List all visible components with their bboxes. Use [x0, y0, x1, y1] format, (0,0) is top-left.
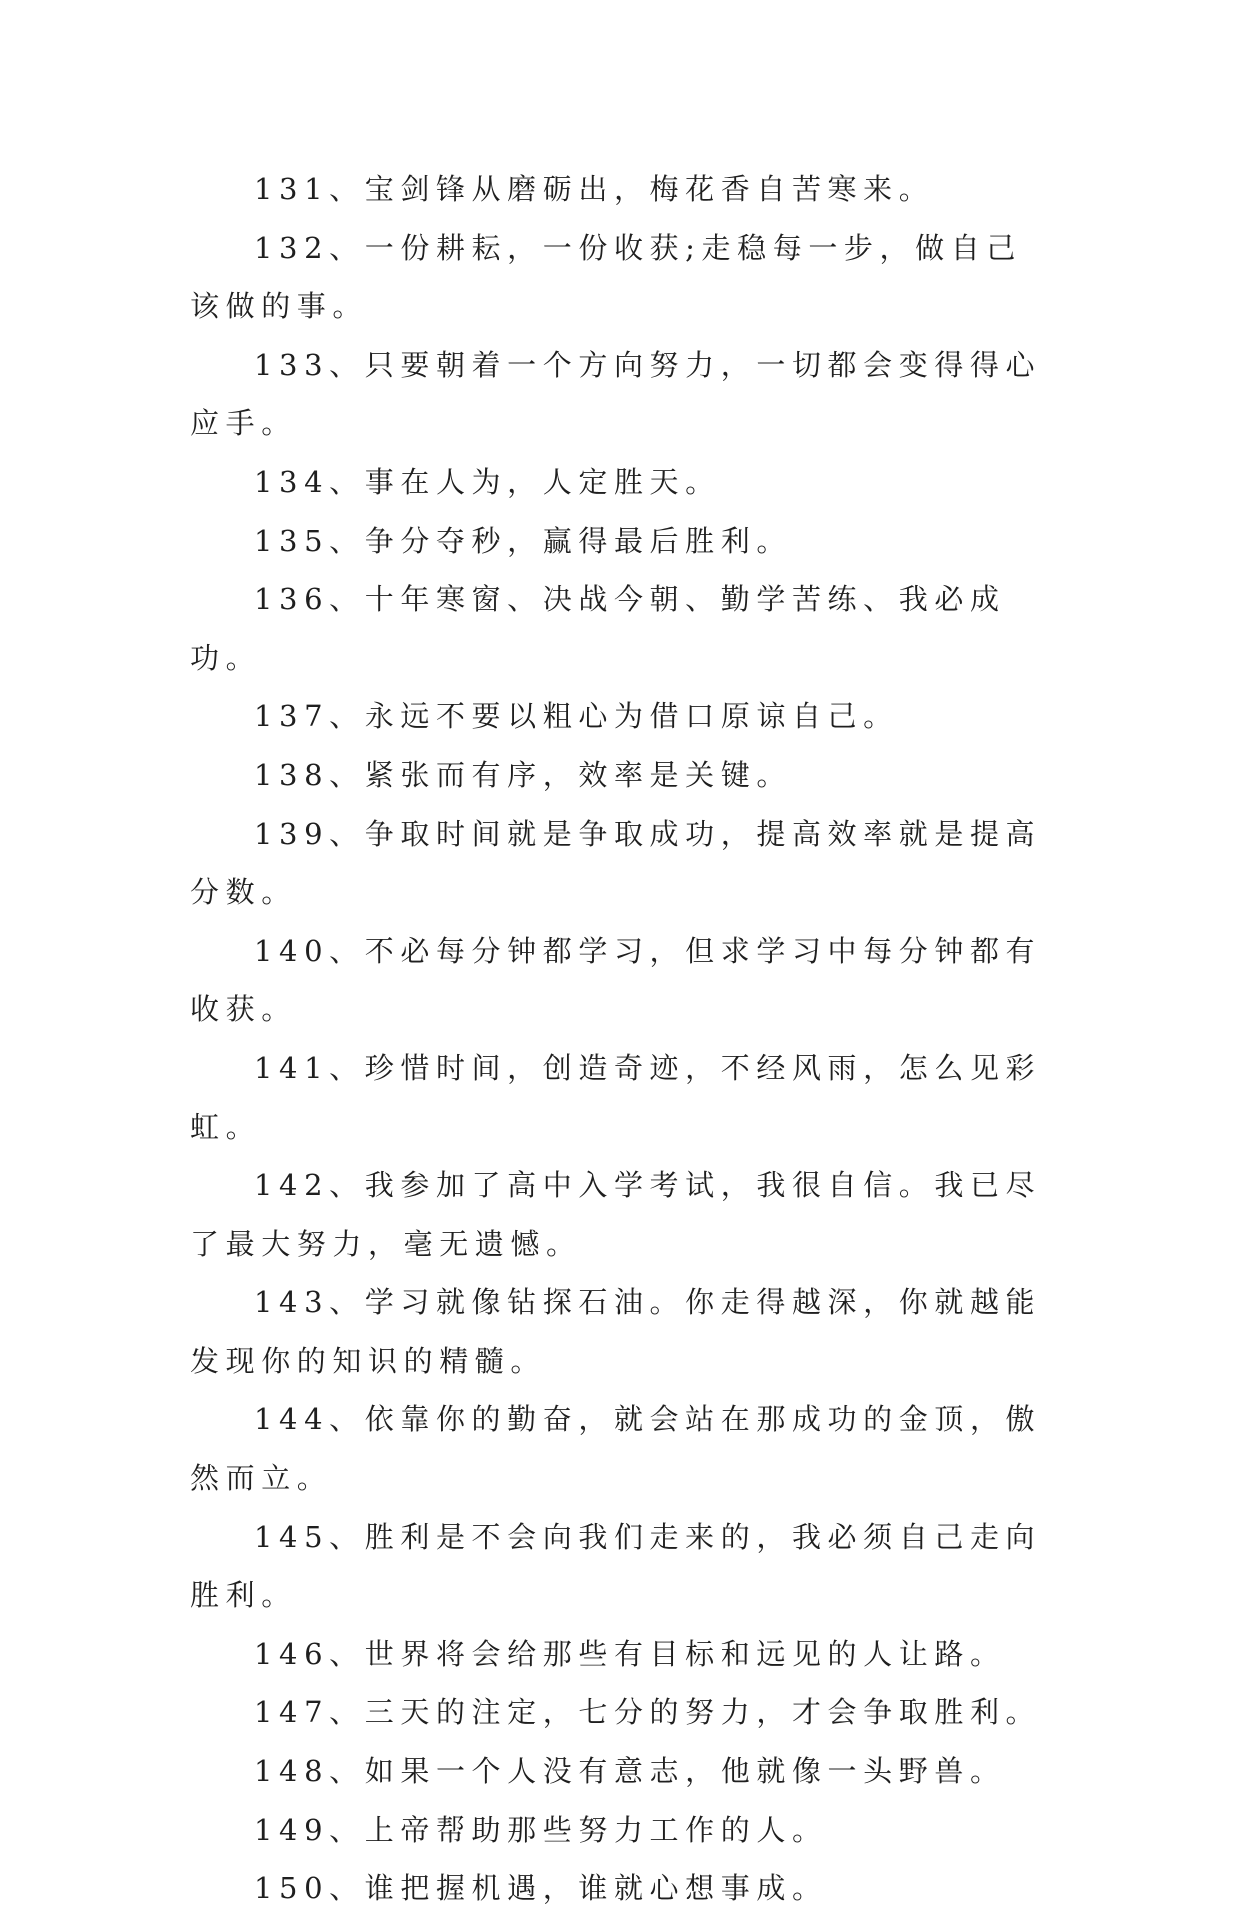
paragraph-146: 146、世界将会给那些有目标和远见的人让路。 [254, 1636, 1006, 1671]
document-body [190, 160, 1045, 1918]
paragraph-136: 136、十年寒窗、决战今朝、勤学苦练、我必成功。 [190, 582, 1006, 675]
paragraph-142: 142、我参加了高中入学考试，我很自信。我已尽了最大努力，毫无遗憾。 [190, 1168, 1042, 1261]
paragraph-131: 131、宝剑锋从磨砺出，梅花香自苦寒来。 [254, 172, 935, 206]
paragraph-135: 135、争分夺秒，赢得最后胜利。 [254, 523, 792, 558]
paragraph-138: 138、紧张而有序，效率是关键。 [254, 757, 792, 792]
paragraph-149: 149、上帝帮助那些努力工作的人。 [254, 1812, 828, 1847]
paragraph-144: 144、依靠你的勤奋，就会站在那成功的金顶，傲然而立。 [190, 1402, 1042, 1496]
paragraph-147: 147、三天的注定，七分的努力，才会争取胜利。 [254, 1695, 1042, 1730]
paragraph-132: 132、一份耕耘，一份收获;走稳每一步，做自己该做的事。 [190, 230, 1022, 324]
paragraph-148: 148、如果一个人没有意志，他就像一头野兽。 [254, 1754, 1006, 1789]
paragraph-140: 140、不必每分钟都学习，但求学习中每分钟都有收获。 [190, 933, 1042, 1027]
paragraph-143: 143、学习就像钻探石油。你走得越深，你就越能发现你的知识的精髓。 [190, 1285, 1042, 1378]
paragraph-137: 137、永远不要以粗心为借口原谅自己。 [254, 699, 899, 734]
paragraph-145: 145、胜利是不会向我们走来的，我必须自己走向胜利。 [190, 1519, 1042, 1613]
paragraph-134: 134、事在人为，人定胜天。 [254, 464, 721, 499]
paragraph-141: 141、珍惜时间，创造奇迹，不经风雨，怎么见彩虹。 [190, 1050, 1042, 1144]
paragraph-150: 150、谁把握机遇，谁就心想事成。 [254, 1871, 828, 1906]
paragraph-133: 133、只要朝着一个方向努力，一切都会变得得心应手。 [190, 347, 1042, 441]
paragraph-139: 139、争取时间就是争取成功，提高效率就是提高分数。 [190, 816, 1042, 910]
